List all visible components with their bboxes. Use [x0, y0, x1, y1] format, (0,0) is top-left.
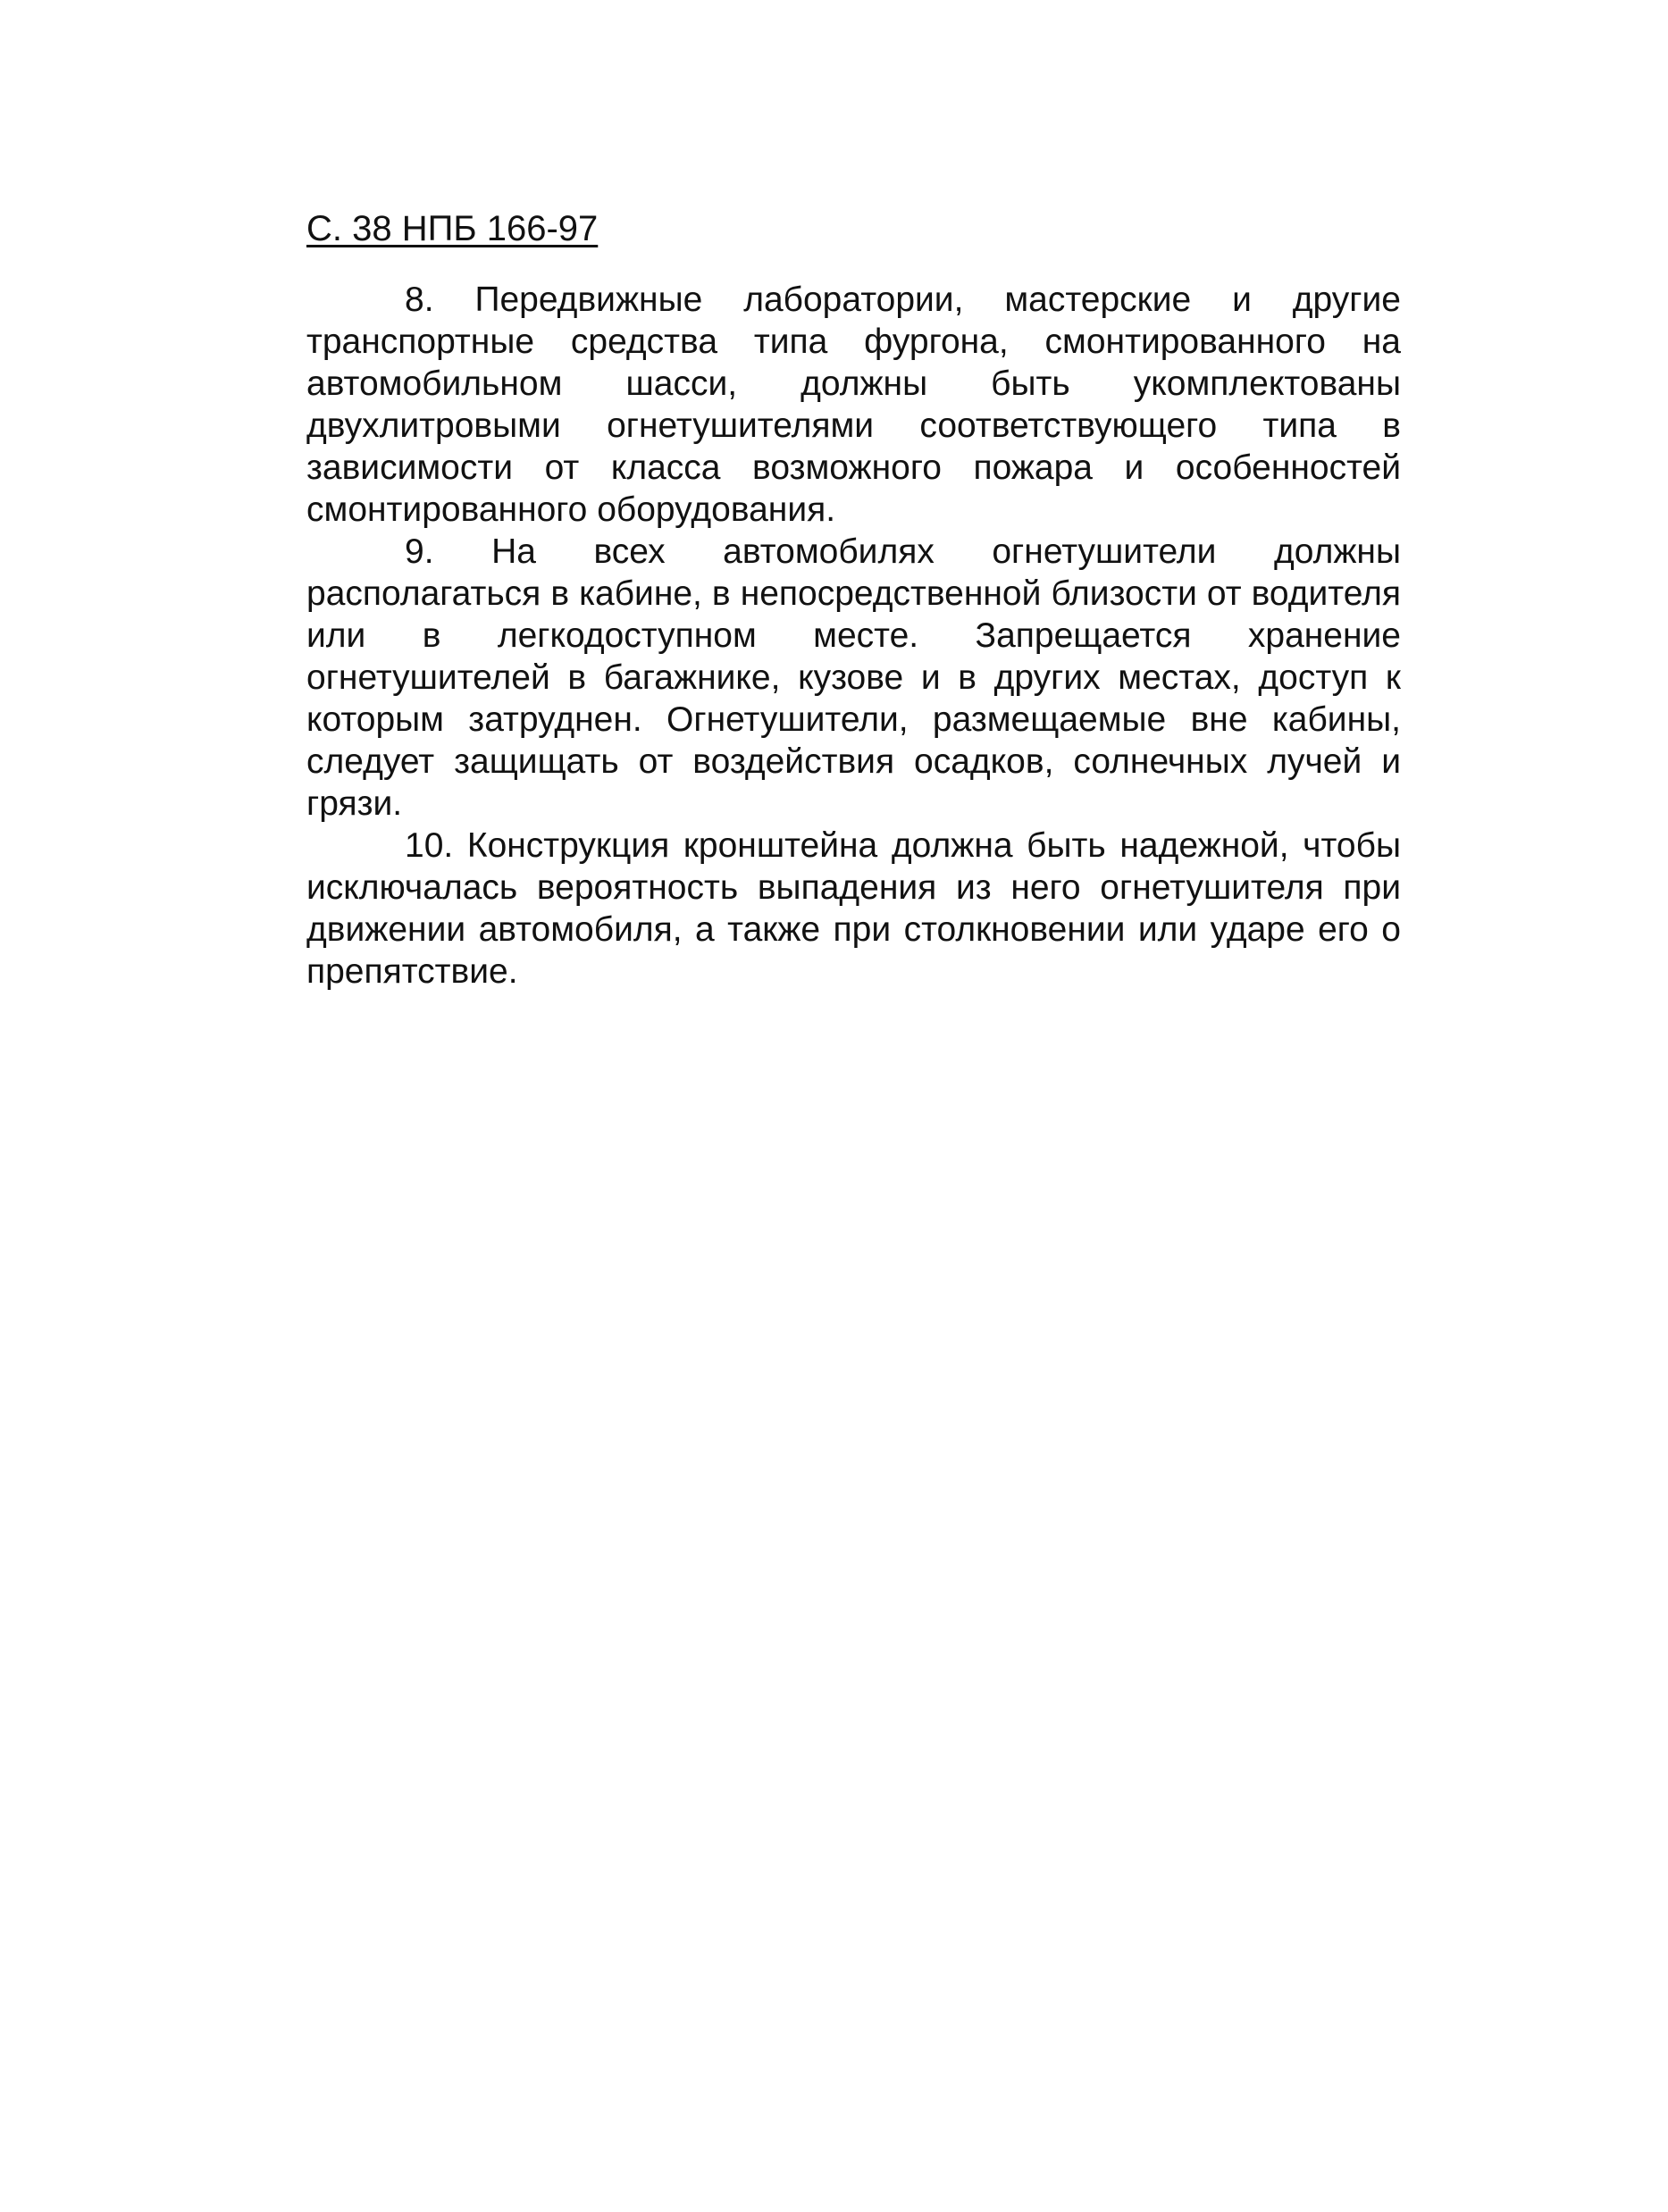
paragraph-8: 8. Передвижные лаборатории, мастерские и другие транспортные средства типа фургона, смонтированного на автомобильном шасси, должны быть укомплектованы двухлитровыми огнетушителями соответствующего типа в зависимости от класса возможного пожара и особенностей смонтированного оборудования. — [306, 281, 1401, 529]
document-body — [306, 279, 1401, 993]
page-header: С. 38 НПБ 166-97 — [306, 209, 599, 248]
paragraph-9: 9. На всех автомобилях огнетушители должны располагаться в кабине, в непосредственной близости от водителя или в легкодоступном месте. Запрещается хранение огнетушителей в багажнике, кузове и в других местах, доступ к которым затруднен. Огнетушители, размещаемые вне кабины, следует защищать от воздействия осадков, солнечных лучей и грязи. — [306, 532, 1401, 823]
paragraph-10: 10. Конструкция кронштейна должна быть надежной, чтобы исключалась вероятность выпадения из него огнетушителя при движении автомобиля, а также при столкновении или ударе его о препятствие. — [306, 826, 1401, 991]
